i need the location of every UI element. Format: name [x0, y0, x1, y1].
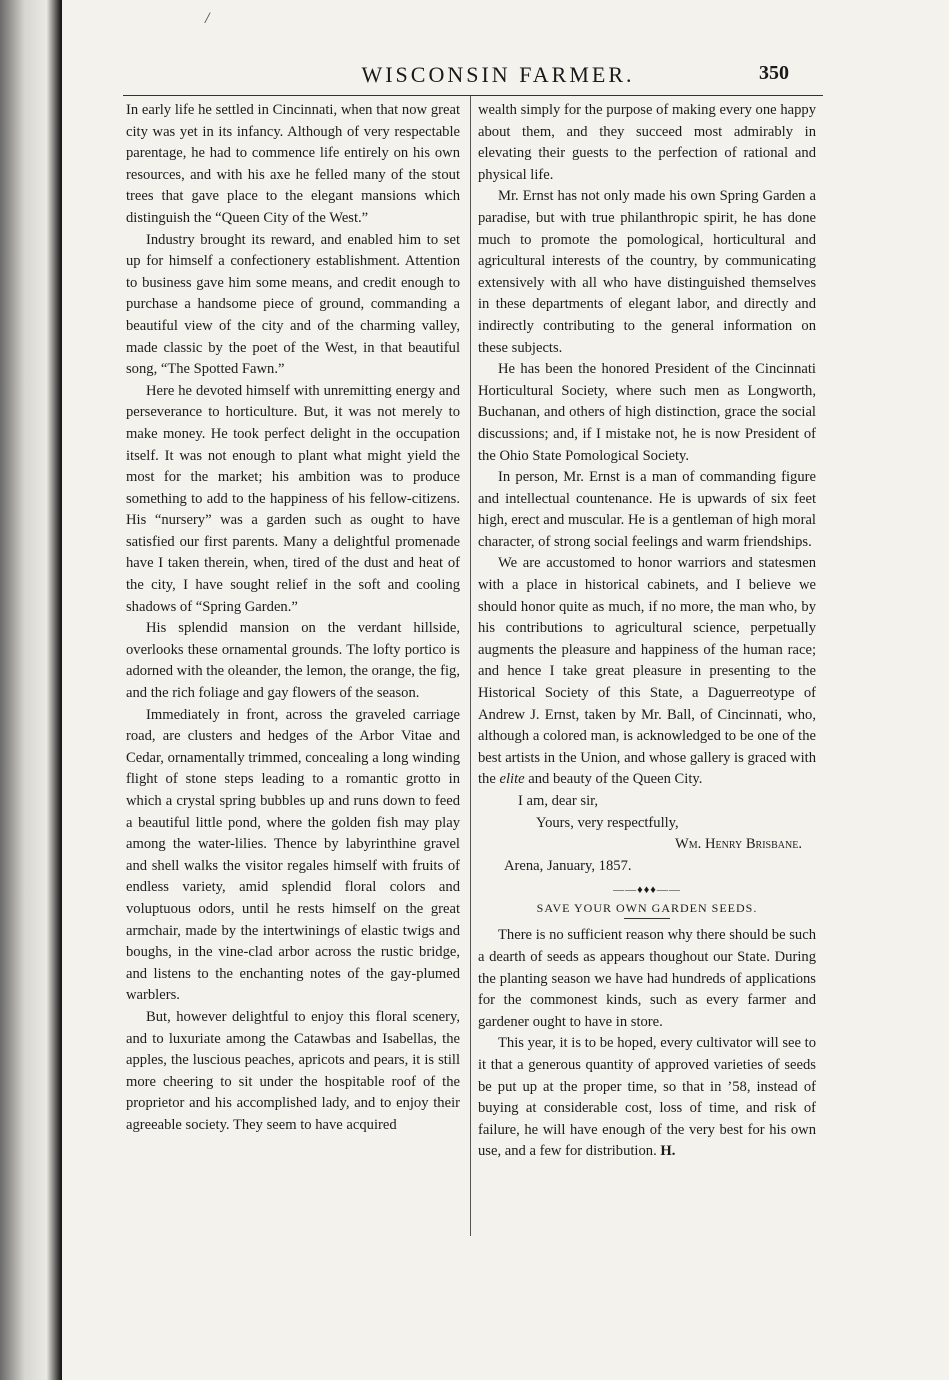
paragraph: His splendid mansion on the verdant hillside, overlooks these ornamental grounds. The lofty portico is adorned with the oleander, the lemon, the orange, the fig, and the rich foliage and gay flowers of the season. — [126, 620, 460, 702]
paragraph: In person, Mr. Ernst is a man of commanding figure and intellectual countenance. He is upwards of six feet high, erect and muscular. He is a gentleman of high moral character, of strong social feelings and warm friendships. — [478, 469, 816, 550]
author-initial: H. — [660, 1143, 676, 1160]
pencil-mark: / — [205, 10, 210, 27]
paragraph: There is no sufficient reason why there should be such a dearth of seeds as appears thoughout our State. During the planting season we have had hundreds of applications for the commonest kinds, such as every farmer and gardener ought to have in store. — [478, 927, 816, 1030]
paragraph: Mr. Ernst has not only made his own Spring Garden a paradise, but with true philanthropic spirit, he has done much to promote the pomological, horticultural and agricultural interests of the country, by communicating extensively with all who have distinguished themselves in these departments of elegant labor, and directly and indirectly contributing to the general information on these subjects. — [478, 188, 816, 356]
salutation: I am, dear sir, — [518, 793, 599, 809]
paragraph-text: We are accustomed to honor warriors and statesmen with a place in historical cabinets, and I believe we should honor quite as much, if no more, the man who, by his contributions to agricultural science, perpetually augments the pleasure and happiness of the human race; and hence I take great pleasure in presenting to the Historical Society of this State, a Daguerreotype of Andrew J. Ernst, taken by Mr. Ball, of Cincinnati, who, although a colored man, is acknowledged to be one of the best artists in the Union, and whose gallery is graced with the — [478, 555, 816, 788]
book-binding-edge — [0, 0, 62, 1380]
paragraph — [478, 553, 816, 791]
paragraph: But, however delightful to enjoy this floral scenery, and to luxuriate among the Catawbas and Isabellas, the apples, the luscious peaches, apricots and pears, it is still more cheering to sit under the hospitable roof of the proprietor and his accomplished lady, and to enjoy their agreeable society. They seem to have acquired — [126, 1008, 460, 1133]
journal-title: WISCONSIN FARMER. — [361, 62, 635, 87]
valediction: Yours, very respectfully, — [536, 814, 679, 831]
paragraph-text: This year, it is to be hoped, every cultivator will see to it that a generous quantity of approved varieties of seeds be put up at the proper time, so that in ’58, instead of buying at considerable cost, loss of time, and risk of failure, he will have enough of the very best for his own use, and a few for distribution. — [478, 1035, 816, 1160]
running-header — [62, 60, 949, 92]
right-column — [478, 100, 816, 1163]
title-rule — [624, 918, 670, 919]
paragraph-text: and beauty of the Queen City. — [524, 771, 703, 788]
paragraph: He has been the honored President of the Cincinnati Horticultural Society, where such men as Longworth, Buchanan, and others of high distinction, grace the social discussions; and, if I mistake not, he is now President of the Ohio State Pomological Society. — [478, 361, 816, 464]
column-divider — [470, 96, 471, 1236]
letter-closing — [478, 791, 816, 877]
signature: Wm. Henry Brisbane. — [675, 836, 802, 853]
italic-word: elite — [499, 771, 525, 788]
left-column — [126, 100, 460, 1137]
paragraph — [478, 1033, 816, 1163]
paragraph: In early life he settled in Cincinnati, when that now great city was yet in its infancy. Although of very respectable parentage, he had to commence life entirely on his own resources, and with his axe he felled many of the stout trees that gave place to the elegant mansions which distinguish the “Queen City of the West.” — [126, 102, 460, 226]
paragraph: Industry brought its reward, and enabled him to set up for himself a confectionery establishment. Attention to business gave him some means, and credit enough to purchase a handsome piece of ground, commanding a beautiful view of the city and of the charming valley, made classic by the poet of the West, in that beautiful song, “The Spotted Fawn.” — [126, 231, 460, 378]
paragraph: Immediately in front, across the graveled carriage road, are clusters and hedges of the Arbor Vitae and Cedar, ornamentally trimmed, concealing a long winding flight of stone steps leading to a romantic grotto in which a crystal spring bubbles up and runs down to feed a beautiful little pond, where the golden fish may play among the water-lilies. Thence by labyrinthine gravel and shell walks the visitor regales himself with fruits of endless variety, amid splendid floral colors and voluptuous odors, until he rests himself on the great armchair, made by the intertwinings of elastic twigs and boughs, in the vine-clad arbor across the rustic bridge, and listens to the enchanting notes of the gay-plumed warblers. — [126, 706, 460, 1004]
ornament-divider: ——♦♦♦—— — [613, 884, 681, 897]
dateline: Arena, January, 1857. — [504, 857, 632, 874]
paragraph-continuation: wealth simply for the purpose of making every one happy about them, and they succeed most admirably in elevating their guests to the perfection of rational and physical life. — [478, 102, 816, 183]
header-rule — [123, 95, 823, 96]
paragraph: Here he devoted himself with unremitting energy and perseverance to horticulture. But, it was not merely to make money. He took perfect delight in the occupation itself. It was not enough to plant what might yield the most for the market; his ambition was to produce something to add to the happiness of his fellow-citizens. His “nursery” was a garden such as ought to have satisfied our first parents. Many a delightful promenade have I taken therein, when, tired of the dust and heat of the city, I have sought relief in the soft and cooling shadows of “Spring Garden.” — [126, 382, 460, 615]
section-title: SAVE YOUR OWN GARDEN SEEDS. — [536, 901, 758, 916]
page-number: 350 — [759, 62, 789, 84]
